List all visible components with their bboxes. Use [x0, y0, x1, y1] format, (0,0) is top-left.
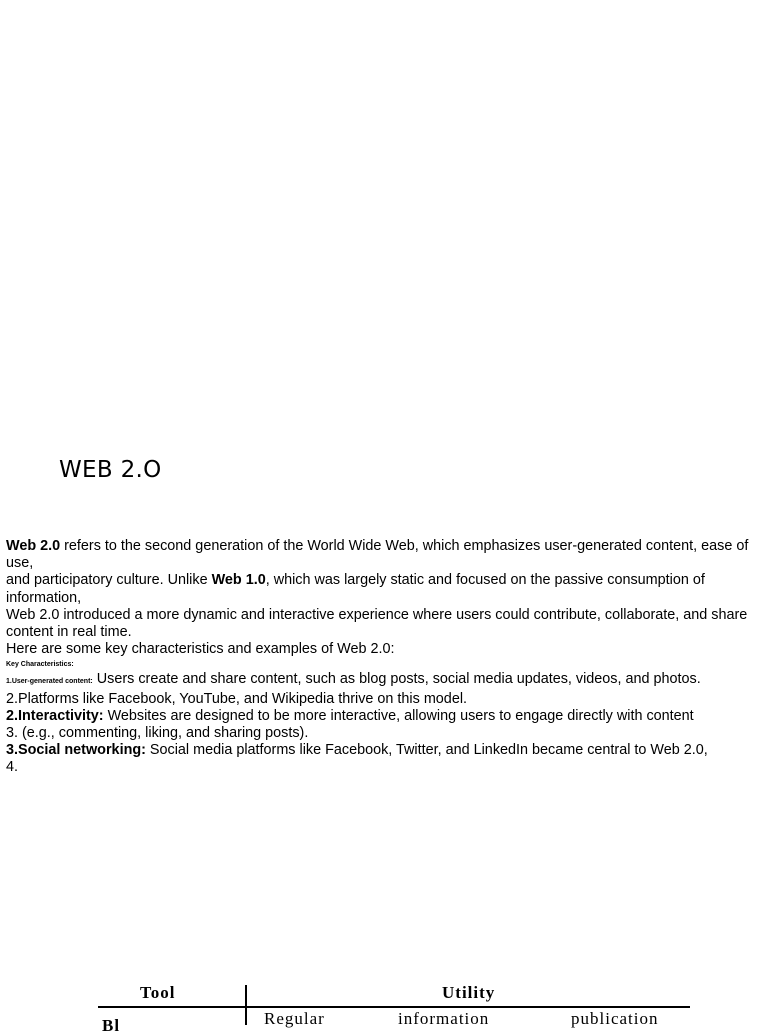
article-body	[6, 538, 758, 777]
intro-text-1: refers to the second generation of the World Wide Web, which emphasizes user-generated content, ease of use,	[6, 538, 749, 572]
table-row-stub: Bl	[102, 1016, 121, 1035]
item5-text: Social media platforms like Facebook, Twitter, and LinkedIn became central to Web 2.0,	[145, 742, 708, 759]
intro-line-2	[6, 572, 758, 589]
table-column-divider	[245, 985, 247, 1025]
tool-utility-table	[98, 978, 690, 1035]
list-item	[6, 742, 758, 759]
list-item	[6, 708, 758, 725]
item5-label: 3.Social networking:	[6, 742, 146, 759]
table-cell: publication	[571, 1009, 659, 1028]
intro-text-3b: information,	[6, 589, 82, 606]
list-item: 4.	[6, 759, 19, 776]
intro-line-1	[6, 538, 758, 572]
list-item: 3. (e.g., commenting, liking, and sharing posts).	[6, 725, 309, 742]
intro-text-2: and participatory culture. Unlike	[6, 572, 212, 589]
key-characteristics-label: Key Characteristics:	[6, 661, 74, 669]
item1-label: 1.User-generated content:	[6, 678, 93, 686]
intro-line-4: Web 2.0 introduced a more dynamic and interactive experience where users could contribute, collaborate, and share content in real time.	[6, 606, 748, 641]
intro-line-5: Here are some key characteristics and examples of Web 2.0:	[6, 641, 395, 658]
intro-text-3a: , which was largely static and focused on the passive consumption of	[265, 572, 705, 589]
table-cell: Regular	[264, 1009, 325, 1028]
list-item	[6, 671, 758, 690]
item3-text: Websites are designed to be more interactive, allowing users to engage directly with content	[103, 707, 694, 724]
term-web1: Web 1.0	[211, 572, 266, 589]
list-item: 2.Platforms like Facebook, YouTube, and Wikipedia thrive on this model.	[6, 690, 468, 707]
table-cell: information	[398, 1009, 490, 1028]
term-web2: Web 2.0	[6, 538, 61, 554]
table-header-tool: Tool	[140, 983, 176, 1002]
table-header-utility: Utility	[442, 983, 496, 1002]
intro-line-3	[6, 590, 758, 607]
item3-label: 2.Interactivity:	[6, 707, 104, 724]
page-title: WEB 2.O	[59, 457, 162, 483]
table-header-rule	[98, 1006, 690, 1008]
item1-text: Users create and share content, such as blog posts, social media updates, videos, and photos.	[92, 671, 701, 688]
